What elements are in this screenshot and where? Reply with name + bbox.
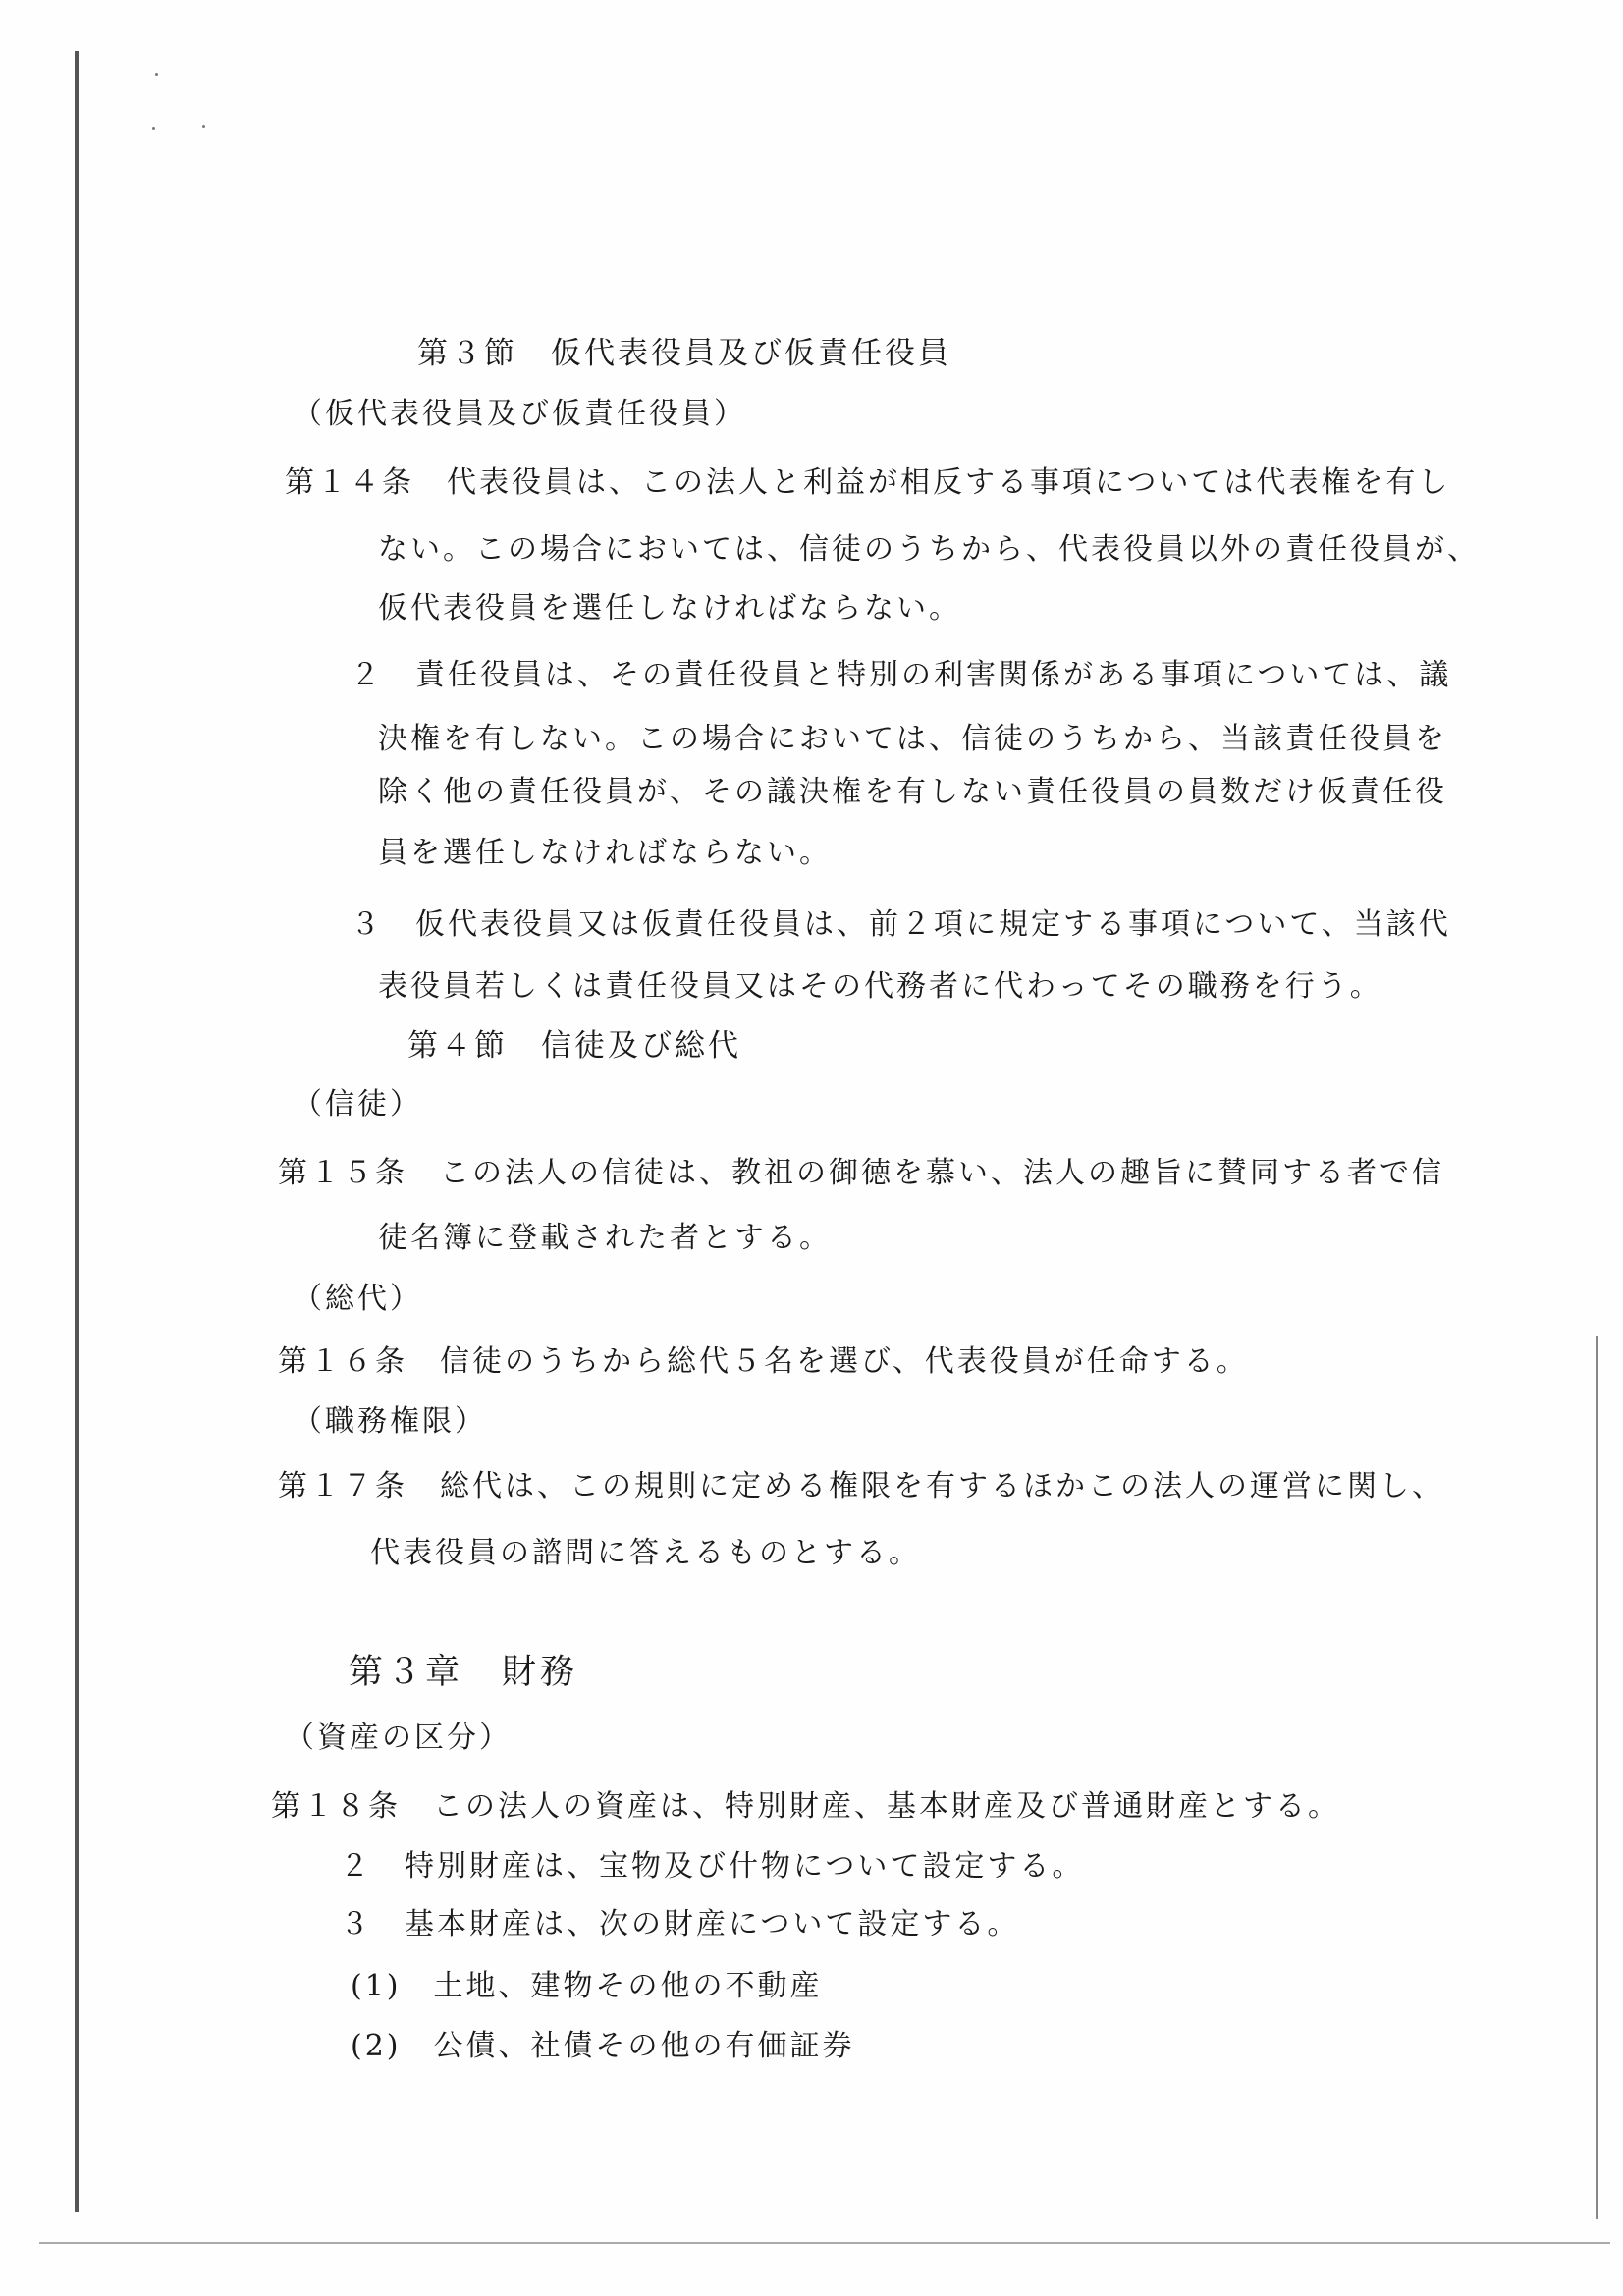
paragraph-line: 表役員若しくは責任役員又はその代務者に代わってその職務を行う。 bbox=[378, 969, 1382, 1004]
paragraph-line: ２ 責任役員は、その責任役員と特別の利害関係がある事項については、議 bbox=[351, 658, 1452, 692]
scan-speck bbox=[155, 73, 158, 76]
article-line: ない。この場合においては、信徒のうちから、代表役員以外の責任役員が、 bbox=[378, 532, 1480, 567]
article-line: 第１４条 代表役員は、この法人と利益が相反する事項については代表権を有し bbox=[285, 465, 1451, 500]
left-margin-rule bbox=[75, 51, 79, 2212]
paragraph-line: ３ 仮代表役員又は仮責任役員は、前２項に規定する事項について、当該代 bbox=[351, 907, 1451, 942]
paragraph-line: 員を選任しなければならない。 bbox=[378, 836, 832, 870]
article-caption: （信徒） bbox=[293, 1087, 422, 1121]
right-margin-rule bbox=[1596, 1336, 1598, 2219]
article-caption: （職務権限） bbox=[293, 1404, 487, 1439]
article-line: 第１５条 この法人の信徒は、教祖の御徳を慕い、法人の趣旨に賛同する者で信 bbox=[278, 1156, 1444, 1190]
list-item: (2) 公債、社債その他の有価証券 bbox=[351, 2029, 855, 2063]
article-line: 第１６条 信徒のうちから総代５名を選び、代表役員が任命する。 bbox=[278, 1344, 1249, 1379]
article-line: 代表役員の諮問に答えるものとする。 bbox=[370, 1536, 921, 1570]
scan-speck bbox=[202, 125, 205, 128]
chapter-heading: 第３章 財務 bbox=[349, 1653, 579, 1692]
section-heading: 第３節 仮代表役員及び仮責任役員 bbox=[417, 336, 951, 371]
paragraph-line: ３ 基本財産は、次の財産について設定する。 bbox=[340, 1907, 1020, 1941]
list-item: (1) 土地、建物その他の不動産 bbox=[351, 1969, 823, 2003]
paragraph-line: ２ 特別財産は、宝物及び什物について設定する。 bbox=[340, 1849, 1085, 1884]
paragraph-line: 除く他の責任役員が、その議決権を有しない責任役員の員数だけ仮責任役 bbox=[378, 775, 1447, 809]
article-caption: （仮代表役員及び仮責任役員） bbox=[293, 397, 746, 431]
article-line: 徒名簿に登載された者とする。 bbox=[378, 1221, 832, 1255]
bottom-margin-rule bbox=[39, 2242, 1610, 2244]
scan-speck bbox=[152, 127, 155, 130]
article-caption: （総代） bbox=[293, 1282, 422, 1316]
article-line: 第１７条 総代は、この規則に定める権限を有するほかこの法人の運営に関し、 bbox=[278, 1469, 1444, 1503]
paragraph-line: 決権を有しない。この場合においては、信徒のうちから、当該責任役員を bbox=[378, 722, 1447, 756]
article-line: 仮代表役員を選任しなければならない。 bbox=[378, 591, 961, 626]
section-heading: 第４節 信徒及び総代 bbox=[407, 1028, 741, 1064]
article-line: 第１８条 この法人の資産は、特別財産、基本財産及び普通財産とする。 bbox=[271, 1789, 1340, 1824]
article-caption: （資産の区分） bbox=[285, 1721, 512, 1755]
